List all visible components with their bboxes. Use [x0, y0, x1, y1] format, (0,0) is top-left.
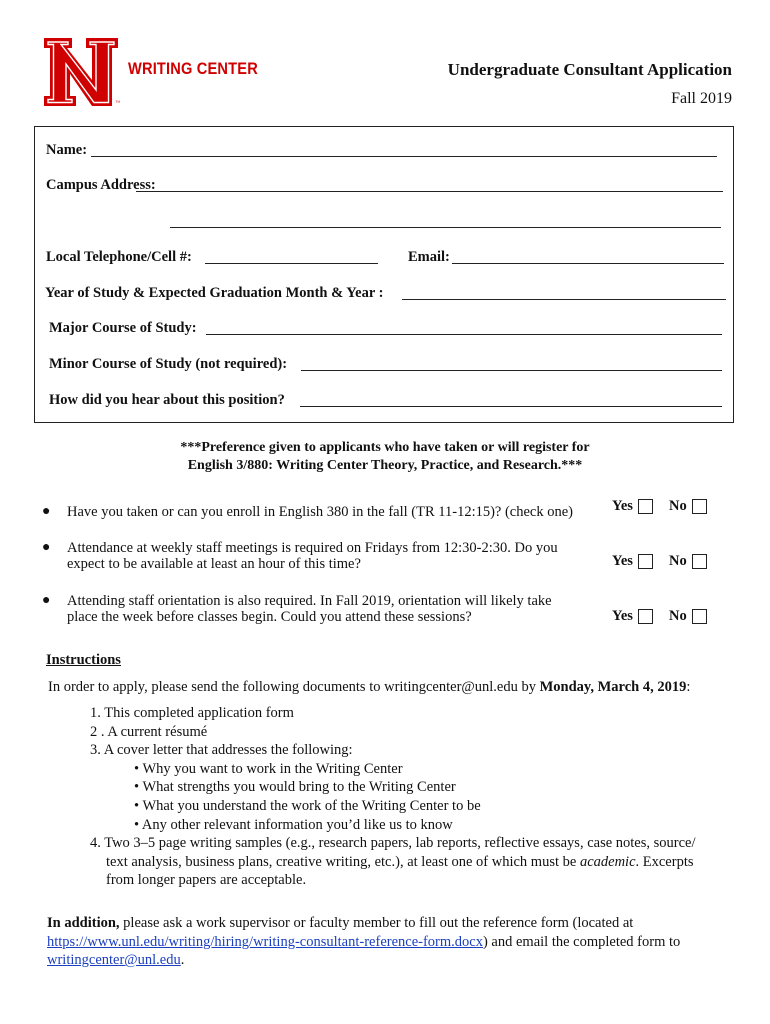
question-1-no[interactable] — [669, 498, 707, 515]
additional-instructions — [47, 914, 737, 970]
reference-form-link[interactable]: https://www.unl.edu/writing/hiring/writing-consultant-reference-form.docx — [47, 933, 483, 950]
question-3-no[interactable] — [669, 608, 707, 625]
question-3-text — [67, 593, 552, 625]
addition-text: ) and email the completed form to — [482, 933, 681, 950]
addition-text: please ask a work supervisor or faculty member to fill out the reference form (located at — [119, 915, 634, 931]
yes-checkbox[interactable] — [638, 554, 653, 569]
email-label: Email: — [408, 249, 450, 265]
question-1-text — [67, 504, 573, 520]
question-2-line2: expect to be available at least an hour of this time? — [67, 556, 361, 572]
preference-note-line1: ***Preference given to applicants who have taken or will register for — [180, 440, 590, 455]
bullet-icon: ● — [42, 593, 51, 608]
brand-name: WRITING CENTER — [128, 59, 258, 78]
email-link[interactable]: writingcenter@unl.edu — [47, 952, 181, 968]
no-checkbox[interactable] — [692, 554, 707, 569]
question-2-line1: Attendance at weekly staff meetings is required on Fridays from 12:30-2:30. Do you — [67, 540, 558, 556]
intro-text: In order to apply, please send the following documents to writingcenter@unl.edu by — [48, 679, 540, 695]
item4-emphasis: academic — [579, 854, 636, 870]
question-2-text — [67, 540, 558, 572]
yes-checkbox[interactable] — [638, 609, 653, 624]
phone-label: Local Telephone/Cell #: — [46, 249, 192, 265]
campus-address-label: Campus Address: — [46, 177, 156, 193]
instruction-item-4-line2 — [106, 853, 694, 872]
document-term: Fall 2019 — [671, 90, 732, 107]
no-label: No — [669, 608, 687, 624]
year-of-study-label: Year of Study & Expected Graduation Month & Year : — [45, 285, 384, 301]
instruction-item-1: 1. This completed application form — [90, 705, 294, 721]
addition-text: . — [180, 952, 185, 968]
applicant-info-box — [34, 126, 734, 423]
question-3-line1: Attending staff orientation is also required. In Fall 2019, orientation will likely take — [67, 593, 552, 609]
bullet-icon: ● — [42, 540, 51, 555]
heard-label: How did you hear about this position? — [49, 392, 285, 408]
question-2-no[interactable] — [669, 553, 707, 570]
minor-label: Minor Course of Study (not required): — [49, 356, 288, 372]
deadline: Monday, March 4, 2019 — [539, 679, 687, 695]
no-checkbox[interactable] — [692, 609, 707, 624]
trademark-mark: ™ — [115, 101, 120, 106]
instruction-item-4-line1: 4. Two 3–5 page writing samples (e.g., research papers, lab reports, reflective essays, case notes, source/ — [90, 835, 696, 851]
sub-item: • What you understand the work of the Writing Center to be — [134, 798, 481, 814]
university-n-logo — [42, 36, 120, 108]
instructions-heading: Instructions — [46, 652, 121, 668]
no-label: No — [669, 498, 687, 514]
campus-address-field-line2[interactable] — [170, 227, 721, 228]
minor-field[interactable] — [301, 370, 722, 371]
name-field[interactable] — [91, 156, 717, 157]
question-3-yes[interactable] — [612, 608, 653, 625]
year-of-study-field[interactable] — [402, 299, 726, 300]
bullet-icon: ● — [42, 504, 51, 519]
addition-bold: In addition, — [47, 915, 120, 931]
name-label: Name: — [46, 142, 88, 158]
preference-note-line2: English 3/880: Writing Center Theory, Practice, and Research.*** — [187, 458, 583, 473]
yes-label: Yes — [612, 608, 633, 624]
phone-field[interactable] — [205, 263, 378, 264]
yes-checkbox[interactable] — [638, 499, 653, 514]
question-1-yes[interactable] — [612, 498, 653, 515]
item4-text: text analysis, business plans, creative writing, etc.), at least one of which must be — [106, 854, 580, 870]
email-field[interactable] — [452, 263, 724, 264]
heard-field[interactable] — [300, 406, 722, 407]
item4-text-end: . Excerpts — [635, 854, 694, 870]
question-3-line2: place the week before classes begin. Could you attend these sessions? — [67, 609, 472, 625]
campus-address-field[interactable] — [136, 191, 723, 192]
instruction-item-3: 3. A cover letter that addresses the following: — [90, 742, 353, 758]
major-field[interactable] — [206, 334, 722, 335]
sub-item: • Any other relevant information you’d like us to know — [134, 817, 453, 833]
no-checkbox[interactable] — [692, 499, 707, 514]
sub-item: • What strengths you would bring to the Writing Center — [134, 779, 456, 795]
no-label: No — [669, 553, 687, 569]
question-2-yes[interactable] — [612, 553, 653, 570]
document-title: Undergraduate Consultant Application — [447, 60, 732, 79]
yes-label: Yes — [612, 498, 633, 514]
sub-item: • Why you want to work in the Writing Center — [134, 761, 403, 777]
instruction-item-4-line3: from longer papers are acceptable. — [106, 872, 307, 888]
intro-end: : — [686, 679, 691, 695]
instructions-intro — [48, 679, 690, 696]
major-label: Major Course of Study: — [49, 320, 197, 336]
yes-label: Yes — [612, 553, 633, 569]
question-1-line1: Have you taken or can you enroll in English 380 in the fall (TR 11-12:15)? (check one) — [67, 504, 574, 520]
instruction-item-2: 2 . A current résumé — [90, 724, 208, 740]
